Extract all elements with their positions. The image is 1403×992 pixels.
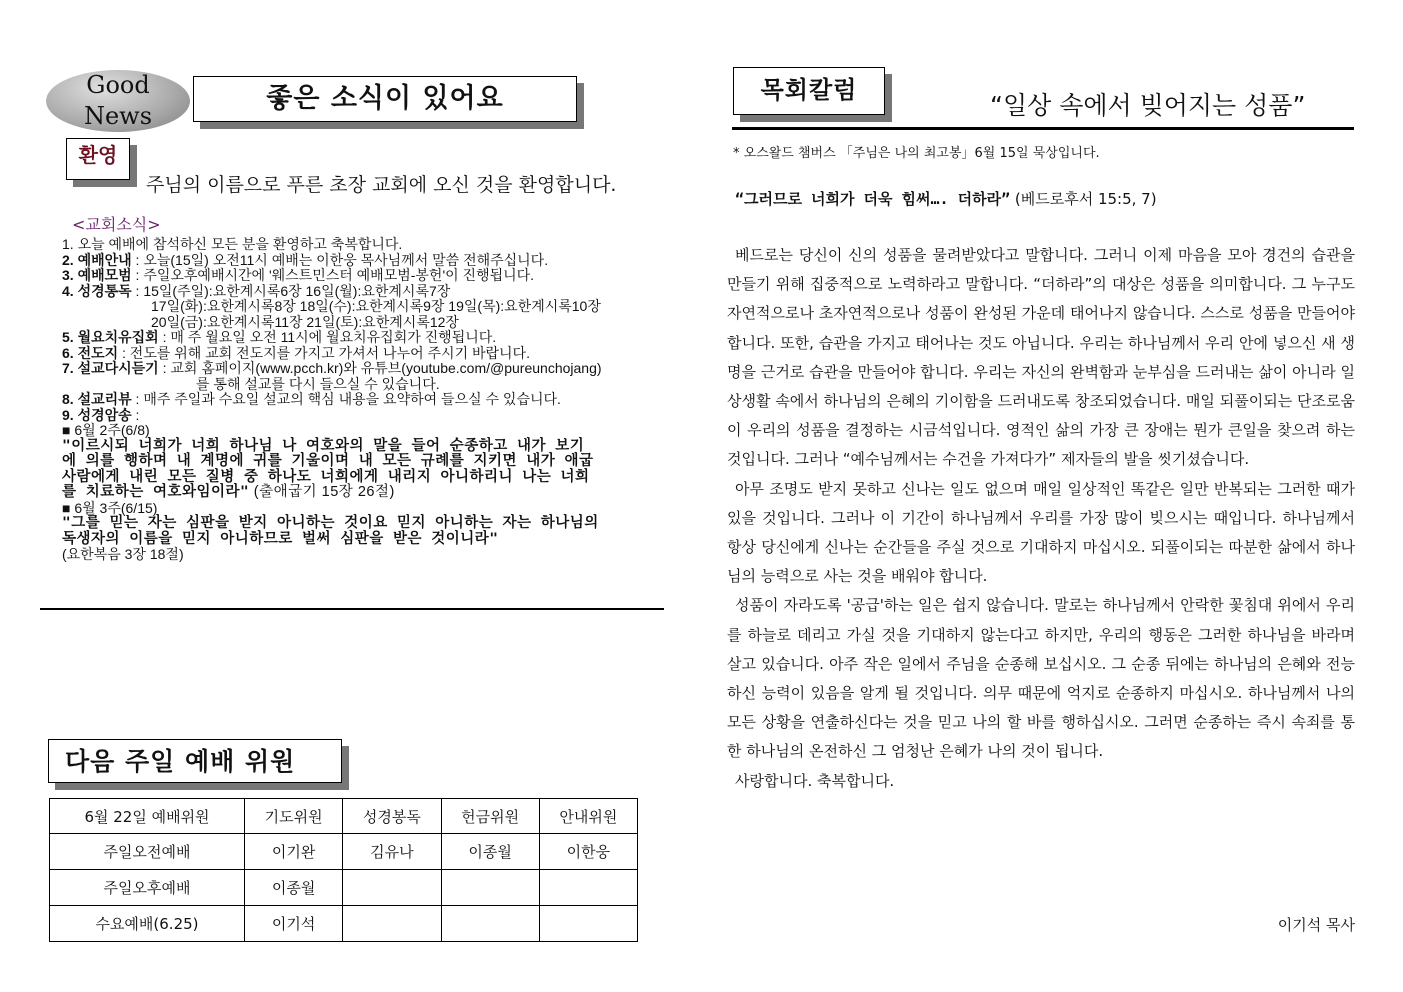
table-header-cell: 안내위원 <box>539 799 637 834</box>
table-cell: 이기석 <box>245 906 343 942</box>
memory-verse-2-line1: "그를 믿는 자는 심판을 받지 아니하는 것이요 믿지 아니하는 자는 하나님의 <box>62 515 599 531</box>
memory-week-2: ■ 6월 2주(6/8) <box>62 422 150 438</box>
column-paragraph: 베드로는 당신이 신의 성품을 물려받았다고 말합니다. 그러니 이제 마음을 모아 경건의 습관을 만들기 위해 집중적으로 노력하라고 말합니다. “더하라”의 대상은 성품을 의미합니다. 그 누구도 자연적으로나 초자연적으로나 성품이 완성된 가운데 태어나지 않습니다. 스스로 성품을 만들어야 합니다. 또한, 습관을 가지고 태어나는 것도 아닙니다. 우리는 하나님께서 우리 안에 넣으신 새 생명을 근거로 습관을 만들어야 합니다. 우리는 자신의 완벽함과 눈부심을 드러내는 삶이 아니라 일상생활 속에서 하나님의 은혜의 기이함을 드러내도록 창조되었습니다. 매일 되풀이되는 단조로움이 우리의 성품을 결정하는 시금석입니다. 영적인 삶의 가장 큰 장애는 뭔가 큰일을 찾으려 하는 것입니다. 그러나 “예수님께서는 수건을 가져다가” 제자들의 발을 씻기셨습니다. <box>727 246 1355 469</box>
left-divider <box>40 608 664 610</box>
column-body <box>727 241 1355 796</box>
table-cell: 주일오전예배 <box>50 834 245 870</box>
column-paragraph: 사랑합니다. 축복합니다. <box>735 771 895 790</box>
key-verse-ref: (베드로후서 15:5, 7) <box>1010 190 1157 208</box>
memory-week-3: ■ 6월 3주(6/15) <box>62 499 158 516</box>
table-cell <box>343 906 441 942</box>
table-row <box>50 906 638 942</box>
table-header-cell: 기도위원 <box>245 799 343 834</box>
table-cell <box>343 870 441 906</box>
notice-4-line2: 17일(화):요한계시록8장 18일(수):요한계시록9장 19일(목):요한계시록10장 <box>151 298 601 314</box>
memory-verse-1-line2: 에 의를 행하며 내 계명에 귀를 기울이며 내 모든 규례를 지키면 내가 애굽 <box>62 453 594 469</box>
notice-8: 8. 설교리뷰 : 매주 주일과 수요일 설교의 핵심 내용을 요약하여 들으실 수 있습니다. <box>62 391 561 407</box>
key-verse-text: “그러므로 너희가 더욱 힘써…. 더하라” <box>735 190 1011 208</box>
notice-7-line2: 를 통해 설교를 다시 들으실 수 있습니다. <box>196 375 440 392</box>
table-cell <box>441 870 539 906</box>
worship-duty-table <box>49 798 638 942</box>
table-cell: 김유나 <box>343 834 441 870</box>
table-cell: 주일오후예배 <box>50 870 245 906</box>
logo-line1: Good <box>86 71 150 99</box>
church-notices <box>62 237 702 563</box>
welcome-text: 주님의 이름으로 푸른 초장 교회에 오신 것을 환영합니다. <box>146 174 617 196</box>
next-week-title: 다음 주일 예배 위원 <box>48 739 342 783</box>
column-paragraph: 성품이 자라도록 '공급'하는 일은 쉽지 않습니다. 말로는 하나님께서 안락한 꽃침대 위에서 우리를 하늘로 데리고 가실 것을 기대하지 않는다고 하지만, 우리의 행동은 그러한 하나님을 바라며 살고 있습니다. 아주 작은 일에서 주님을 순종해 보십시오. 그 순종 뒤에는 하나님의 은혜와 전능하신 능력이 있음을 알게 될 것입니다. 의무 때문에 억지로 순종하지 마십시오. 하나님께서 나의 모든 상황을 연출하신다는 것을 믿고 나의 할 바를 행하십시오. 그러면 순종하는 즉시 속죄를 통한 하나님의 온전하신 그 엄청난 은혜가 나의 것이 됩니다. <box>727 596 1355 761</box>
table-header-row <box>50 799 638 834</box>
table-cell: 수요예배(6.25) <box>50 906 245 942</box>
notice-2: 2. 예배안내 : 오늘(15일) 오전11시 예배는 이한웅 목사님께서 말씀 전해주십니다. <box>62 251 549 268</box>
column-title: “일상 속에서 빚어지는 성품” <box>990 91 1306 120</box>
memory-verse-1-line1: "이르시되 너희가 너희 하나님 나 여호와의 말을 들어 순종하고 내가 보기 <box>62 437 585 454</box>
notice-1: 1. 오늘 예배에 참석하신 모든 분을 환영하고 축복합니다. <box>62 236 403 252</box>
table-cell: 이종월 <box>441 834 539 870</box>
table-row <box>50 834 638 870</box>
notice-6: 6. 전도지 : 전도를 위해 교회 전도지를 가지고 가셔서 나누어 주시기 바랍니다. <box>62 344 530 361</box>
table-header-cell: 6월 22일 예배위원 <box>50 799 245 834</box>
memory-verse-2-line2: 독생자의 이름을 믿지 아니하므로 벌써 심판을 받은 것이니라" <box>62 530 499 547</box>
notice-3: 3. 예배모범 : 주일오후예배시간에 '웨스트민스터 예배모범-봉헌'이 진행됩니다. <box>62 267 535 283</box>
notice-4: 4. 성경통독 : 15일(주일):요한계시록6장 16일(월):요한계시록7장 <box>62 282 451 299</box>
pastor-column-label: 목회칼럼 <box>733 67 885 115</box>
table-cell: 이종월 <box>245 870 343 906</box>
right-divider <box>732 127 1354 130</box>
good-news-logo <box>46 70 190 132</box>
memory-verse-2-ref: (요한복음 3장 18절) <box>62 546 184 562</box>
column-paragraph: 아무 조명도 받지 못하고 신나는 일도 없으며 매일 일상적인 똑같은 일만 반복되는 그러한 때가 있을 것입니다. 그러나 이 기간이 하나님께서 우리를 가장 많이 빚으시는 때입니다. 하나님께서 항상 당신에게 신나는 순간들을 주실 것으로 기대하지 마십시오. 되풀이되는 따분한 삶에서 하나님의 능력으로 사는 것을 배워야 합니다. <box>727 479 1355 586</box>
notice-7: 7. 설교다시듣기 : 교회 홈페이지(www.pcch.kr)와 유튜브(youtube.com/@pureunchojang) <box>62 360 602 376</box>
table-cell: 이한웅 <box>539 834 637 870</box>
table-cell: 이기완 <box>245 834 343 870</box>
notice-heading: <교회소식> <box>72 215 161 234</box>
memory-verse-1-ref: (출애굽기 15장 26절) <box>249 484 395 500</box>
notice-4-line3: 20일(금):요한계시록11장 21일(토):요한계시록12장 <box>151 313 459 330</box>
notice-5: 5. 월요치유집회 : 매 주 월요일 오전 11시에 월요치유집회가 진행됩니다. <box>62 329 497 345</box>
table-cell <box>441 906 539 942</box>
memory-verse-1-line4: 를 치료하는 여호와임이라" (출애굽기 15장 26절) <box>62 484 395 500</box>
column-source: * 오스왈드 챔버스 「주님은 나의 최고봉」6월 15일 묵상입니다. <box>733 146 1100 161</box>
section-title-good-news: 좋은 소식이 있어요 <box>193 76 577 122</box>
column-signature: 이기석 목사 <box>1277 916 1355 934</box>
table-row <box>50 870 638 906</box>
notice-9: 9. 성경암송 : <box>62 406 140 423</box>
table-cell <box>539 870 637 906</box>
welcome-label: 환영 <box>66 138 130 180</box>
table-header-cell: 헌금위원 <box>441 799 539 834</box>
memory-verse-1-line3: 사람에게 내린 모든 질병 중 하나도 너희에게 내리지 아니하리니 나는 너희 <box>62 468 590 485</box>
table-cell <box>539 906 637 942</box>
key-verse <box>735 188 1157 209</box>
logo-line2: News <box>83 102 153 130</box>
table-header-cell: 성경봉독 <box>343 799 441 834</box>
